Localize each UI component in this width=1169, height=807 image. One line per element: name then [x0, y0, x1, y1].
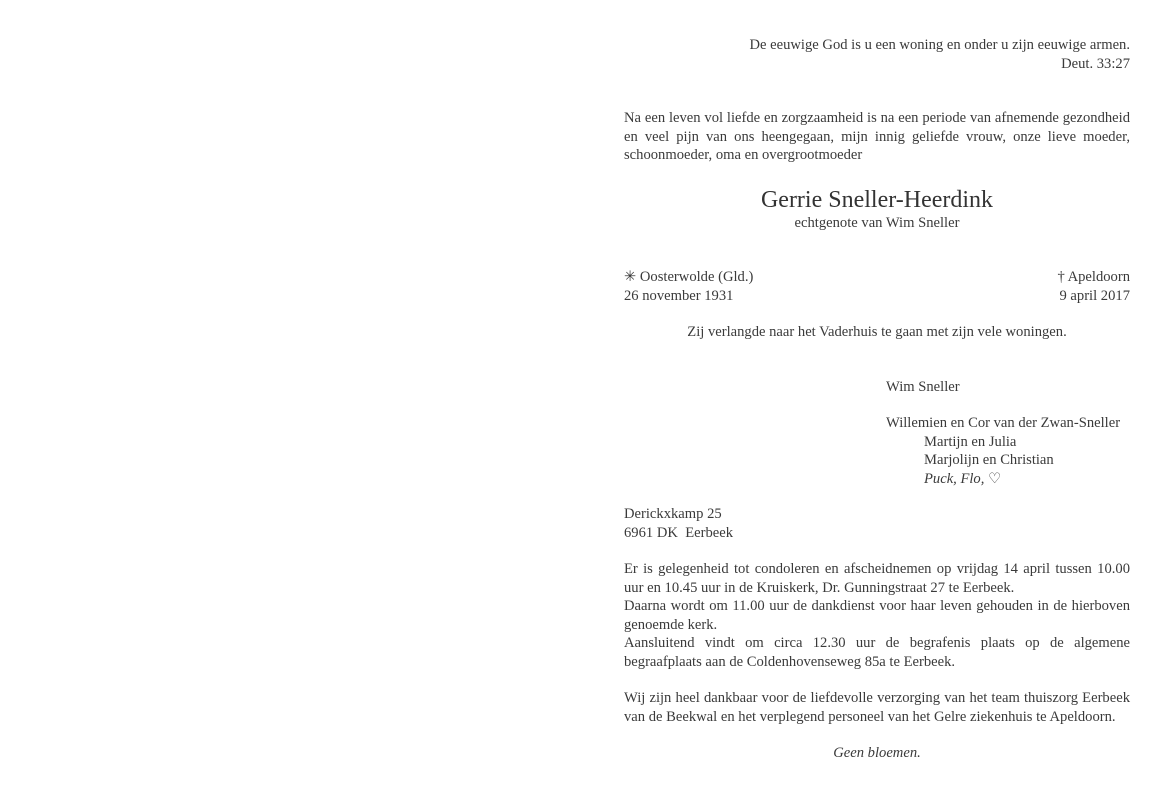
family-great-grandchildren: Puck, Flo, ♡	[924, 470, 1002, 487]
verse-text: De eeuwige God is u een woning en onder u zijn eeuwige armen.	[749, 37, 1130, 53]
address-city: 6961 DK Eerbeek	[624, 524, 734, 541]
spouse-line: echtgenote van Wim Sneller	[794, 215, 960, 231]
death-date: 9 april 2017	[1059, 287, 1130, 304]
verse-reference: Deut. 33:27	[1061, 55, 1130, 72]
closing-note: Geen bloemen.	[833, 745, 921, 761]
death-place: † Apeldoorn	[1057, 269, 1130, 285]
family-children: Willemien en Cor van der Zwan-Sneller	[886, 415, 1121, 431]
thanks-text: Wij zijn heel dankbaar voor de liefdevolle verzorging van het team thuiszorg Eerbeek van de Beekwal en het verplegend personeel van het Gelre ziekenhuis te Apeldoorn.	[624, 690, 1130, 725]
intro-text: Na een leven vol liefde en zorgzaamheid is na een periode van afnemende gezondheid en veel pijn van ons heengegaan, mijn innig geliefde vrouw, onze lieve moeder, schoonmoeder, oma en overgrootmoeder	[624, 110, 1130, 163]
arrangement-service: Daarna wordt om 11.00 uur de dankdienst voor haar leven gehouden in de hierboven genoemde kerk.	[624, 598, 1130, 633]
birth-place: ✳ Oosterwolde (Gld.)	[624, 269, 754, 285]
birth-date: 26 november 1931	[624, 287, 734, 304]
address-block	[624, 505, 1130, 542]
address-street: Derickxkamp 25	[624, 506, 722, 522]
arrangement-burial: Aansluitend vindt om circa 12.30 uur de begrafenis plaats op de algemene begraafplaats aan de Coldenhovenseweg 85a te Eerbeek.	[624, 635, 1130, 670]
family-grandchild-2: Marjolijn en Christian	[924, 452, 1054, 468]
family-spouse: Wim Sneller	[886, 379, 960, 395]
deceased-name: Gerrie Sneller-Heerdink	[760, 187, 994, 213]
family-grandchild-1: Martijn en Julia	[924, 433, 1017, 450]
dates-block	[624, 268, 1130, 305]
deceased-block	[624, 186, 1130, 233]
arrangement-condolence: Er is gelegenheid tot condoleren en afscheidnemen op vrijdag 14 april tussen 10.00 uur en 10.45 uur in de Kruiskerk, Dr. Gunningstraat 27 te Eerbeek.	[624, 561, 1130, 596]
faith-line: Zij verlangde naar het Vaderhuis te gaan met zijn vele woningen.	[687, 324, 1067, 340]
bible-verse	[624, 36, 1130, 73]
arrangements-block	[624, 560, 1130, 671]
family-block	[886, 414, 1130, 488]
